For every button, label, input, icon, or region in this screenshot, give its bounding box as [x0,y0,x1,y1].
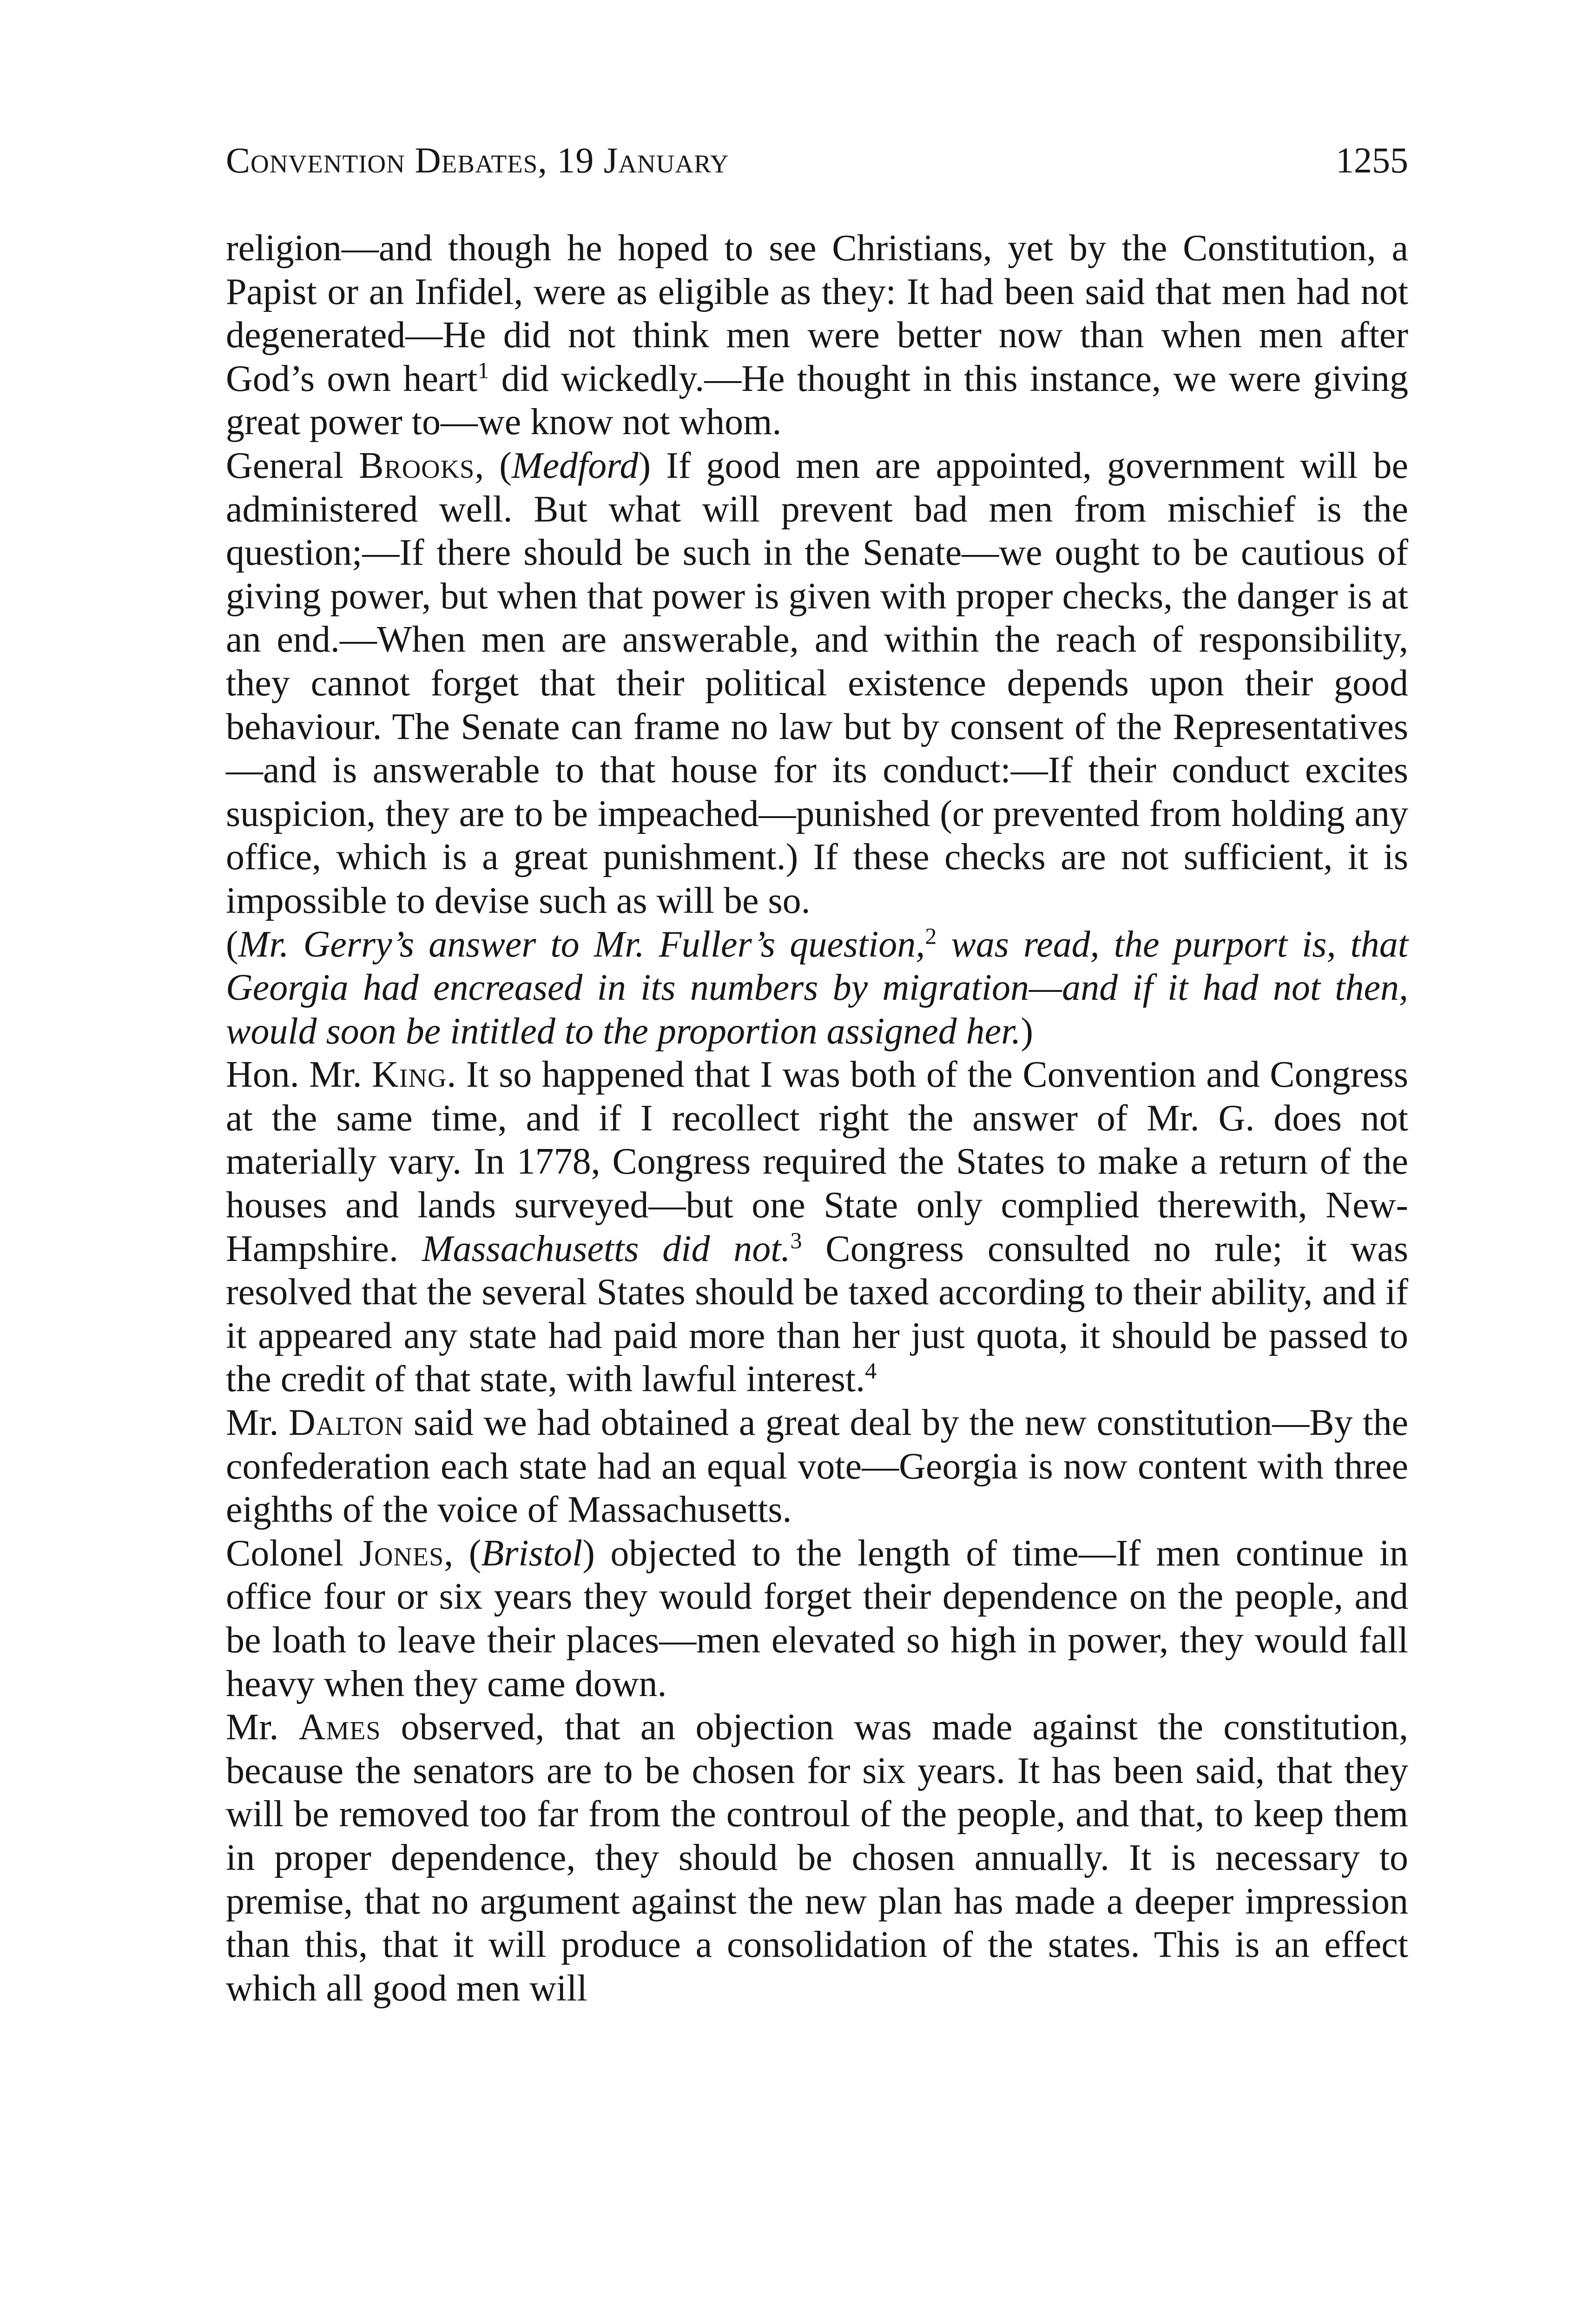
speaker-title: Mr. [226,1402,289,1444]
speaker-place: Medford [511,445,639,486]
footnote-marker: 2 [925,922,937,949]
page-number: 1255 [1336,140,1408,180]
speaker-name: King [372,1054,447,1096]
paragraph-text: did wickedly.—He thought in this instance, we were giving great power to—we know not whom. [226,358,1408,443]
paragraph-jones: Colonel Jones, (Bristol) objected to the length of time—If men continue in office four or six years they would forget their dependence on the people, and be loath to leave their places—men elevated so high in power, they would fall heavy when they came down. [226,1532,1409,1704]
paragraph-text: If good men are appointed, government will be administered well. But what will prevent bad men from mischief is the question;—If there should be such in the Senate—we ought to be cautious of giving power, but when that power is given with proper checks, the danger is at an end.—When men are answerable, and within the reach of responsibility, they cannot forget that their political existence depends upon their good behaviour. The Senate can frame no law but by consent of the Representatives—and is answerable to that house for its conduct:—If their conduct excites suspicion, they are to be impeached—punished (or prevented from holding any office, which is a great punishment.) If these checks are not sufficient, it is impossible to devise such as will be so. [226,445,1409,921]
note-text: was read, the purport is, that Georgia had encreased in its numbers by migration—and if it had not then, would soon be intitled to the proportion assigned her. [226,924,1409,1052]
paragraph-dalton [226,1401,1408,1532]
speaker-name: Brooks [359,445,475,486]
body-text [226,227,1408,2010]
footnote-marker: 3 [790,1227,802,1253]
running-title: Convention Debates, 19 January [226,140,729,180]
speaker-name: Ames [298,1707,381,1748]
paragraph-text: religion—and though he hoped to see Christians, yet by the Constitution, a Papist or an Infidel, were as eligible as they: It had been said that men had not degenerated—He did not think men were better now than when men after God’s own heart [226,228,1408,399]
speaker-title: Hon. Mr. [226,1054,372,1096]
running-header [226,139,1408,191]
paragraph-text: objected to the length of time—If men continue in office four or six years they would forget their dependence on the people, and be loath to leave their places—men elevated so high in power, they would fall heavy when they came down. [226,1532,1409,1704]
speaker-title: General [226,445,359,486]
paragraph-text: Congress consulted no rule; it was resolved that the several States should be taxed according to their ability, and if it appeared any state had paid more than her just quota, it should be passed to the credit of that state, with lawful interest. [226,1228,1409,1400]
paragraph-brooks: General Brooks, (Medford) If good men are appointed, government will be administered well. But what will prevent bad men from mischief is the question;—If there should be such in the Senate—we ought to be cautious of giving power, but when that power is given with proper checks, the danger is at an end.—When men are answerable, and within the reach of responsibility, they cannot forget that their political existence depends upon their good behaviour. The Senate can frame no law but by consent of the Representatives—and is answerable to that house for its conduct:—If their conduct excites suspicion, they are to be impeached—punished (or prevented from holding any office, which is a great punishment.) If these checks are not sufficient, it is impossible to devise such as will be so. [226,445,1409,921]
speaker-place: Bristol [481,1532,583,1574]
paragraph-text: . It so happened that I was both of the Convention and Congress at the same time, and if I recollect right the answer of Mr. G. does not materially vary. In 1778, Congress required the States to make a return of the houses and lands surveyed—but one State only complied therewith, New-Hampshire. [226,1054,1408,1269]
speaker-title: Mr. [226,1707,299,1748]
speaker-title: Colonel [226,1532,359,1574]
footnote-marker: 1 [477,357,489,383]
speaker-name: Dalton [289,1402,404,1444]
paragraph-religion [226,227,1408,444]
paragraph-text: observed, that an objection was made against the constitution, because the senators are to be chosen for six years. It has been said, that they will be removed too far from the controul of the people, and that, to keep them in proper dependence, they should be chosen annually. It is necessary to premise, that no argument against the new plan has made a deeper impression than this, that it will produce a consolidation of the states. This is an effect which all good men will [226,1707,1409,2009]
footnote-marker: 4 [865,1357,877,1384]
italic-text: Massachusetts did not. [422,1228,791,1269]
note-text: Mr. Gerry’s answer to Mr. Fuller’s question, [238,924,925,965]
paragraph-text: said we had obtained a great deal by the new constitution—By the confederation each state had an equal vote—Georgia is now content with three eighths of the voice of Massachusetts. [226,1402,1409,1531]
paragraph-king [226,1053,1408,1401]
editorial-note: (Mr. Gerry’s answer to Mr. Fuller’s question,$^2$ was read, the purport is, that Georgia had encreased in its numbers by migration—and if it had not then, would soon be intitled to the proportion assigned her.) [226,922,1409,1052]
paragraph-ames [226,1706,1408,2010]
speaker-name: Jones [359,1532,444,1574]
